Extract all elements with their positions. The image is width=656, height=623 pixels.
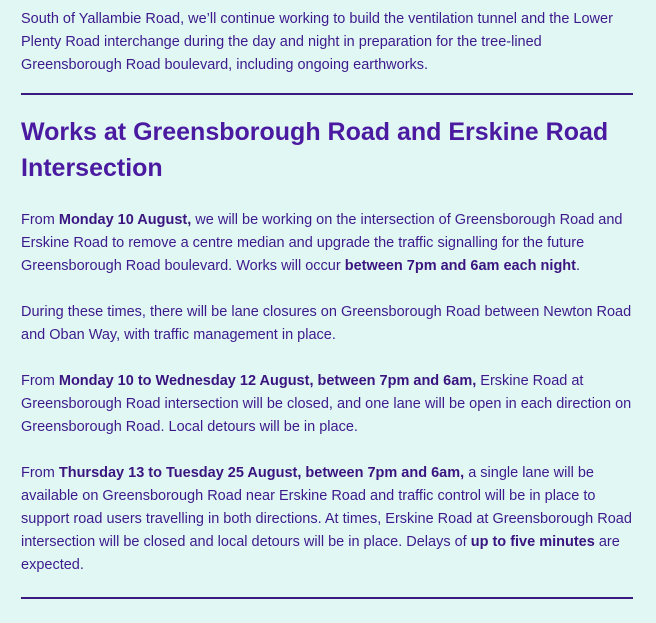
bold-date-range: Monday 10 to Wednesday 12 August, between 7pm and 6am, bbox=[58, 373, 477, 389]
text: . bbox=[575, 258, 581, 274]
intro-paragraph: South of Yallambie Road, we’ll continue working to build the ventilation tunnel and the Lower Plenty Road interchange during the day and night in preparation for the tree-lined Greensborough Road boulevard, including ongoing earthworks. bbox=[21, 11, 613, 73]
text: we will be working on the intersection of Greensborough Road and Erskine Road to remove a centre median and upgrade the traffic signalling for the future Greensborough Road boulevard. Works will occur bbox=[21, 212, 623, 274]
text: From bbox=[21, 373, 59, 389]
bold-time: between 7pm and 6am each night bbox=[344, 258, 576, 274]
section-heading: Works at Greensborough Road and Erskine Road Intersection bbox=[21, 118, 609, 182]
text: From bbox=[21, 465, 59, 481]
paragraph-works-schedule bbox=[21, 209, 633, 278]
section-divider-bottom bbox=[21, 597, 633, 599]
paragraph-lane-closures: During these times, there will be lane closures on Greensborough Road between Newton Road and Oban Way, with traffic management in place. bbox=[21, 304, 632, 343]
text: Erskine Road at Greensborough Road intersection will be closed, and one lane will be open in each direction on Greensborough Road. Local detours will be in place. bbox=[21, 373, 632, 435]
bold-date: Monday 10 August, bbox=[58, 212, 192, 228]
text: From bbox=[21, 212, 59, 228]
bold-date-range: Thursday 13 to Tuesday 25 August, between 7pm and 6am, bbox=[58, 465, 465, 481]
paragraph-erskine-closure bbox=[21, 370, 633, 439]
bold-delay: up to five minutes bbox=[470, 534, 595, 550]
text: a single lane will be available on Greensborough Road near Erskine Road and traffic control will be in place to support road users travelling in both directions. At times, Erskine Road at Greensborough Road intersection will be closed and local detours will be in place. Delays of bbox=[21, 465, 632, 550]
text: are expected. bbox=[21, 534, 620, 573]
paragraph-single-lane bbox=[21, 462, 633, 577]
section-divider-top bbox=[21, 93, 633, 95]
